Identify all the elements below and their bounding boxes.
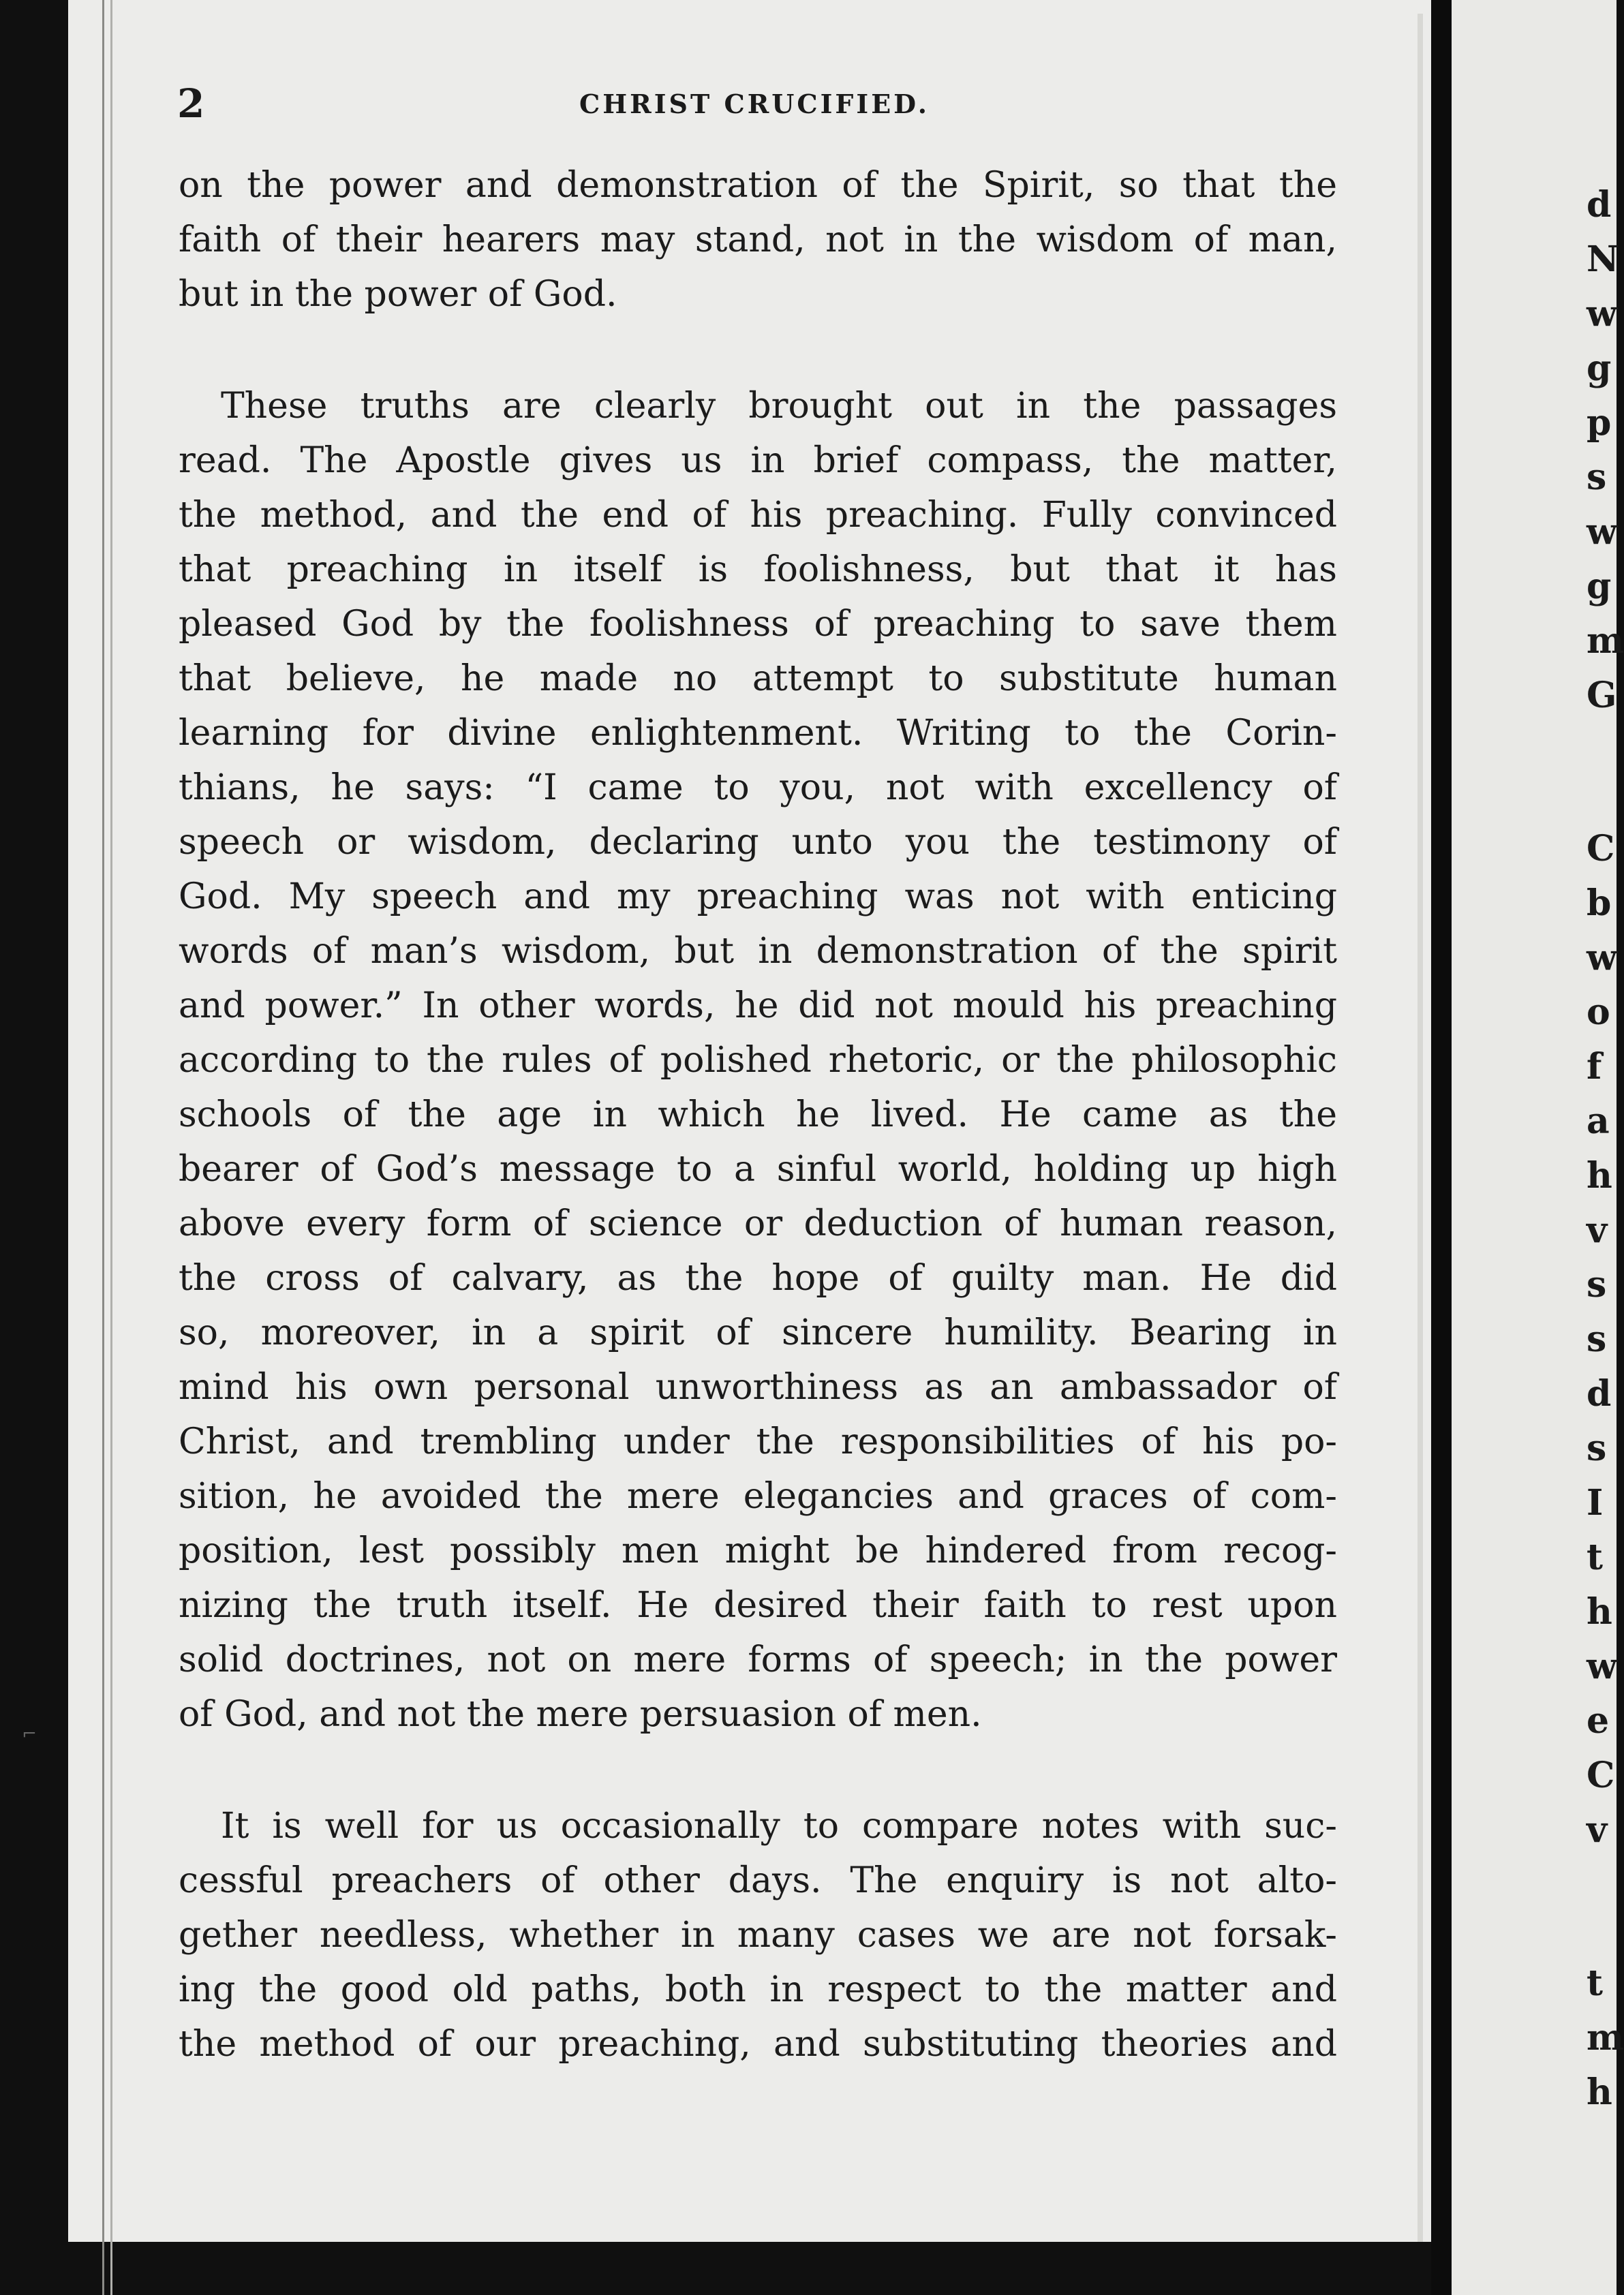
facing-page [1452,0,1617,2295]
page-header [177,80,1349,127]
body-text [179,158,1337,2071]
facing-page-fragment: s [1587,1264,1607,1306]
paragraph [179,158,1337,322]
facing-page-fragment: h [1587,1155,1612,1197]
text-line: faith of their hearers may stand, not in the wisdom of man, [179,219,1337,260]
text-line: cessful preachers of other days. The enquiry is not alto- [179,1860,1337,1901]
text-line: These truths are clearly brought out in the passages [221,386,1337,427]
text-line: on the power and demonstration of the Spirit, so that the [179,165,1337,206]
facing-page-fragment: s [1587,457,1607,498]
text-line: schools of the age in which he lived. He came as the [179,1094,1337,1135]
facing-page-fragment: C [1587,1755,1615,1796]
text-line: ing the good old paths, both in respect to the matter and [179,1969,1337,2010]
facing-page-fragment: m [1587,620,1624,662]
facing-page-fragment: C [1587,828,1615,869]
facing-page-fragment: m [1587,2017,1624,2059]
binding-line [102,0,104,2295]
text-line: that believe, he made no attempt to substitute human [179,658,1337,699]
text-line: bearer of God’s message to a sinful world, holding up high [179,1149,1337,1190]
text-line: mind his own personal unworthiness as an ambassador of [179,1367,1337,1408]
paragraph [179,379,1337,1742]
text-line: gether needless, whether in many cases we are not forsak- [179,1915,1337,1956]
text-line: that preaching in itself is foolishness, but that it has [179,549,1337,590]
facing-page-fragment: t [1587,1537,1604,1578]
text-line: read. The Apostle gives us in brief compass, the matter, [179,440,1337,481]
facing-page-fragment: t [1587,1962,1604,2004]
facing-page-fragment: s [1587,1428,1607,1469]
facing-page-fragment: b [1587,882,1612,924]
text-line: pleased God by the foolishness of preaching to save them [179,604,1337,645]
text-line: so, moreover, in a spirit of sincere humility. Bearing in [179,1312,1337,1353]
facing-page-fragment: s [1587,1319,1607,1360]
facing-page-fragment: w [1587,511,1617,553]
text-line: but in the power of God. [179,274,617,315]
book-gutter [1431,0,1452,2295]
text-line: speech or wisdom, declaring unto you the testimony of [179,822,1337,863]
facing-page-fragment: d [1587,184,1612,226]
facing-page-fragment: v [1587,1210,1608,1251]
facing-page-fragment: I [1587,1482,1604,1524]
paragraph [179,1799,1337,2071]
facing-page-fragment: a [1587,1100,1610,1142]
facing-page-fragment: e [1587,1700,1610,1742]
binding-line [110,0,112,2295]
facing-page-fragment: h [1587,1591,1612,1633]
text-line: the method, and the end of his preaching. Fully convinced [179,495,1337,536]
text-line: Christ, and trembling under the responsibilities of his po- [179,1421,1337,1462]
facing-page-fragment: G [1587,675,1617,716]
running-title: CHRIST CRUCIFIED. [579,89,930,119]
facing-page-fragment: p [1587,402,1612,444]
facing-page-fragment: w [1587,1646,1617,1687]
facing-page-fragment: d [1587,1373,1612,1415]
text-line: solid doctrines, not on mere forms of speech; in the power [179,1639,1337,1680]
margin-mark: ⌐ [22,1724,37,1744]
text-line: nizing the truth itself. He desired their faith to rest upon [179,1585,1337,1626]
text-line: and power.” In other words, he did not mould his preaching [179,985,1337,1026]
text-line: the cross of calvary, as the hope of guilty man. He did [179,1258,1337,1299]
facing-page-fragment: w [1587,937,1617,979]
facing-page-fragment: w [1587,293,1617,335]
text-line: learning for divine enlightenment. Writing to the Corin- [179,713,1337,754]
facing-page-fragment: v [1587,1809,1608,1851]
facing-page-fragment: N [1587,238,1619,280]
text-line: thians, he says: “I came to you, not with excellency of [179,767,1337,808]
page-number: 2 [177,80,205,127]
text-line: above every form of science or deduction of human reason, [179,1203,1337,1244]
text-line: according to the rules of polished rhetoric, or the philosophic [179,1040,1337,1081]
facing-page-fragment: o [1587,991,1610,1033]
text-line: God. My speech and my preaching was not with enticing [179,876,1337,917]
text-line: position, lest possibly men might be hindered from recog- [179,1530,1337,1571]
facing-page-fragment: h [1587,2071,1612,2113]
text-line: sition, he avoided the mere elegancies and graces of com- [179,1476,1337,1517]
text-line: the method of our preaching, and substituting theories and [179,2024,1337,2065]
text-line: words of man’s wisdom, but in demonstration of the spirit [179,931,1337,972]
text-line: It is well for us occasionally to compare notes with suc- [221,1806,1337,1847]
facing-page-fragment: f [1587,1046,1602,1088]
facing-page-fragment: g [1587,566,1612,607]
text-line: of God, and not the mere persuasion of men. [179,1694,982,1735]
facing-page-fragment: g [1587,348,1612,389]
page-edge [1418,14,1423,2242]
